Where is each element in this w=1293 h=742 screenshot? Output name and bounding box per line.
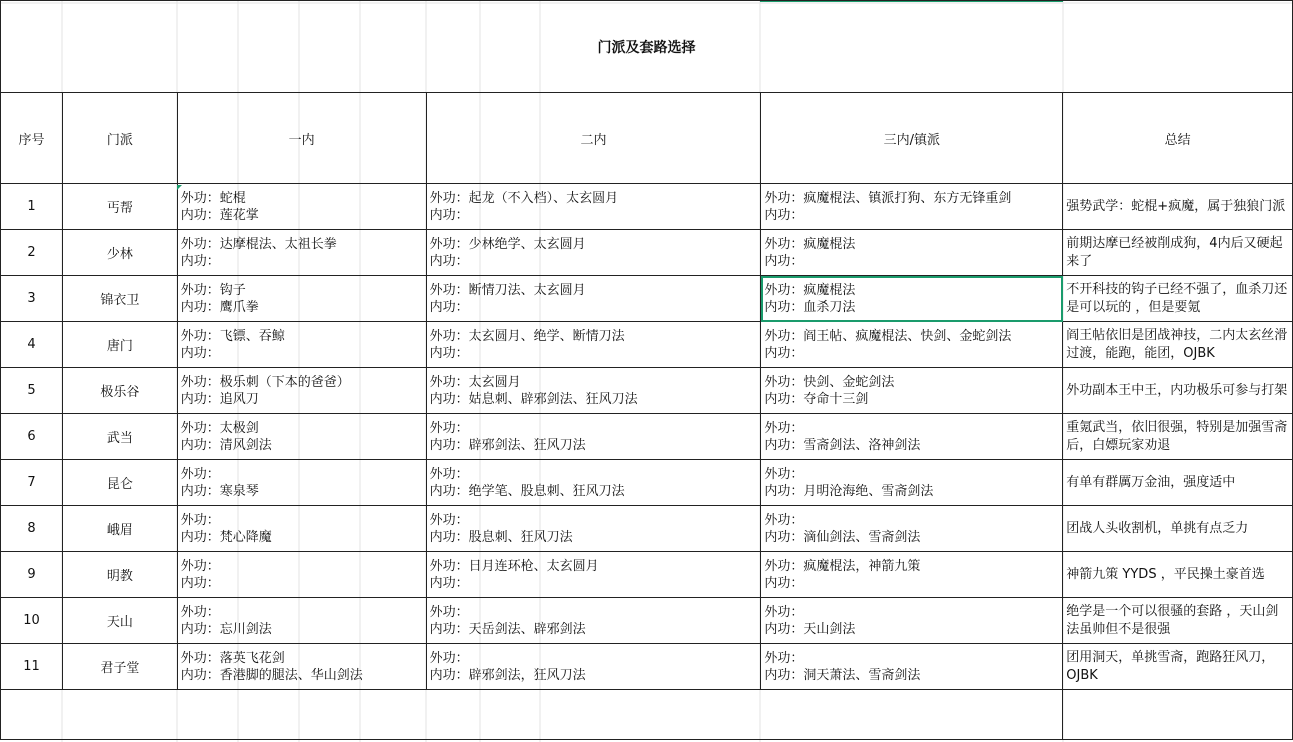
header-summary[interactable]: 总结 [1063, 93, 1293, 184]
row-index-cell[interactable]: 8 [1, 506, 63, 552]
skill-cell-c1[interactable] [177, 276, 426, 322]
skill-cell-c2[interactable] [426, 322, 761, 368]
table-row [1, 414, 1293, 460]
skill-line: 内功：辟邪剑法、狂风刀法 [429, 437, 586, 453]
skill-cell-c2[interactable] [426, 184, 761, 230]
skill-line: 内功：雪斋剑法、洛神剑法 [764, 437, 921, 453]
skill-line: 外功： [764, 604, 804, 620]
skill-cell-c2[interactable] [426, 230, 761, 276]
fill-handle-marker [177, 185, 182, 190]
skill-line: 外功：疯魔棍法 [764, 236, 856, 252]
skill-line: 内功：清风剑法 [180, 437, 272, 453]
skill-line: 外功： [429, 512, 469, 528]
summary-cell[interactable]: 外功副本王中王，内功极乐可参与打架 [1063, 368, 1293, 414]
skill-line: 内功： [429, 345, 469, 361]
table-row [1, 552, 1293, 598]
skill-line: 内功： [180, 575, 220, 591]
skill-cell-c1[interactable] [177, 414, 426, 460]
skill-line: 内功：姑息刺、辟邪剑法、狂风刀法 [429, 391, 638, 407]
skill-line: 外功：达摩棍法、太祖长拳 [180, 236, 337, 252]
summary-cell[interactable]: 前期达摩已经被削成狗，4内后又硬起来了 [1063, 230, 1293, 276]
sect-name-cell[interactable]: 君子堂 [62, 644, 177, 690]
skill-line: 内功：天山剑法 [764, 621, 856, 637]
skill-line: 内功：香港脚的腿法、华山剑法 [180, 667, 363, 683]
skill-line: 外功： [764, 650, 804, 666]
skill-cell-c3[interactable] [761, 368, 1063, 414]
summary-cell[interactable]: 神箭九策 YYDS ，平民操土豪首选 [1063, 552, 1293, 598]
skill-line: 内功：滴仙剑法、雪斋剑法 [764, 529, 921, 545]
skill-line: 内功：梵心降魔 [180, 529, 272, 545]
summary-cell[interactable]: 团战人头收割机，单挑有点乏力 [1063, 506, 1293, 552]
table-row [1, 184, 1293, 230]
skill-cell-c3[interactable] [761, 230, 1063, 276]
skill-line: 外功：极乐刺（下本的爸爸） [180, 374, 350, 390]
row-index-cell[interactable]: 5 [1, 368, 63, 414]
skill-line: 外功：疯魔棍法、镇派打狗、东方无锋重剑 [764, 190, 1012, 206]
table-row [1, 322, 1293, 368]
skill-line: 外功： [180, 558, 220, 574]
skill-cell-c1[interactable] [177, 368, 426, 414]
skill-cell-c2[interactable] [426, 598, 761, 644]
skill-line: 外功：落英飞花剑 [180, 650, 285, 666]
skill-line: 外功： [764, 466, 804, 482]
skill-cell-c2[interactable] [426, 460, 761, 506]
sheet-title[interactable]: 门派及套路选择 [1, 1, 1293, 93]
table-row [1, 230, 1293, 276]
row-index-cell[interactable]: 7 [1, 460, 63, 506]
skill-line: 外功：快剑、金蛇剑法 [764, 374, 895, 390]
header-second-inner[interactable]: 二内 [426, 93, 761, 184]
row-index-cell[interactable]: 6 [1, 414, 63, 460]
skill-line: 内功：天岳剑法、辟邪剑法 [429, 621, 586, 637]
sect-name-cell[interactable]: 极乐谷 [62, 368, 177, 414]
skill-line: 外功：疯魔棍法 [764, 282, 856, 298]
table-row [1, 644, 1293, 690]
empty-cell[interactable] [1, 690, 1063, 740]
row-index-cell[interactable]: 2 [1, 230, 63, 276]
skill-cell-c3[interactable] [761, 460, 1063, 506]
sect-name-cell[interactable]: 峨眉 [62, 506, 177, 552]
sect-name-cell[interactable]: 锦衣卫 [62, 276, 177, 322]
skill-line: 内功：夺命十三剑 [764, 391, 869, 407]
row-index-cell[interactable]: 1 [1, 184, 63, 230]
skill-cell-c1[interactable] [177, 598, 426, 644]
skill-line: 内功： [180, 345, 220, 361]
skill-line: 内功： [764, 575, 804, 591]
skill-cell-c1[interactable] [177, 230, 426, 276]
skill-cell-c1[interactable] [177, 184, 426, 230]
skill-line: 内功： [764, 207, 804, 223]
summary-cell[interactable]: 不开科技的钩子已经不强了，血杀刀还是可以玩的 ，但是要氪 [1063, 276, 1293, 322]
row-index-cell[interactable]: 4 [1, 322, 63, 368]
skill-line: 外功：起龙（不入档）、太玄圆月 [429, 190, 619, 206]
table-row [1, 460, 1293, 506]
skill-line: 外功： [429, 604, 469, 620]
skill-line: 内功：寒泉琴 [180, 483, 259, 499]
table-row [1, 276, 1293, 322]
skill-line: 外功：疯魔棍法，神箭九策 [764, 558, 921, 574]
skill-cell-c2[interactable] [426, 506, 761, 552]
skill-line: 外功：太极剑 [180, 420, 259, 436]
skill-line: 外功：蛇棍 [180, 190, 246, 206]
skill-line: 外功： [764, 420, 804, 436]
skill-line: 外功： [429, 650, 469, 666]
skill-line: 内功： [764, 253, 804, 269]
skill-line: 内功：辟邪剑法，狂风刀法 [429, 667, 586, 683]
row-index-cell[interactable]: 11 [1, 644, 63, 690]
skill-line: 外功：太玄圆月、绝学、断情刀法 [429, 328, 625, 344]
row-index-cell[interactable]: 9 [1, 552, 63, 598]
skill-line: 外功：钩子 [180, 282, 246, 298]
skill-line: 内功：鹰爪拳 [180, 299, 259, 315]
skill-line: 内功：洞天萧法、雪斋剑法 [764, 667, 921, 683]
skill-cell-c1[interactable] [177, 644, 426, 690]
skill-cell-c2[interactable] [426, 368, 761, 414]
skill-line: 内功： [429, 299, 469, 315]
sect-name-cell[interactable]: 少林 [62, 230, 177, 276]
skill-line: 内功：绝学笔、股息刺、狂风刀法 [429, 483, 625, 499]
skill-line: 内功： [429, 253, 469, 269]
skill-line: 内功： [429, 575, 469, 591]
skill-line: 内功： [180, 253, 220, 269]
summary-cell[interactable]: 重氪武当，依旧很强，特别是加强雪斋后，白嫖玩家劝退 [1063, 414, 1293, 460]
skill-cell-c3[interactable] [761, 506, 1063, 552]
skill-line: 外功： [429, 420, 469, 436]
table-row [1, 506, 1293, 552]
sect-name-cell[interactable]: 天山 [62, 598, 177, 644]
skill-cell-c1[interactable] [177, 506, 426, 552]
summary-cell[interactable]: 绝学是一个可以很骚的套路 ，天山剑法虽帅但不是很强 [1063, 598, 1293, 644]
empty-cell[interactable] [1063, 690, 1293, 740]
skill-line: 内功：莲花掌 [180, 207, 259, 223]
skill-cell-c2[interactable] [426, 552, 761, 598]
skill-cell-c2[interactable] [426, 644, 761, 690]
header-index[interactable]: 序号 [1, 93, 63, 184]
skill-cell-c3[interactable] [761, 644, 1063, 690]
table-row [1, 368, 1293, 414]
skill-cell-c3[interactable] [761, 414, 1063, 460]
table-row [1, 598, 1293, 644]
skill-line: 外功：日月连环枪、太玄圆月 [429, 558, 599, 574]
skill-line: 外功：少林绝学、太玄圆月 [429, 236, 586, 252]
skill-line: 内功： [429, 207, 469, 223]
skill-line: 外功： [180, 604, 220, 620]
row-index-cell[interactable]: 3 [1, 276, 63, 322]
skill-line: 外功： [180, 466, 220, 482]
skill-cell-c1[interactable] [177, 552, 426, 598]
header-sect[interactable]: 门派 [62, 93, 177, 184]
skill-cell-c3[interactable] [761, 552, 1063, 598]
summary-cell[interactable]: 强势武学：蛇棍+疯魔，属于独狼门派 [1063, 184, 1293, 230]
summary-cell[interactable]: 团用洞天，单挑雪斋，跑路狂风刀，OJBK [1063, 644, 1293, 690]
header-third-inner[interactable]: 三内/镇派 [761, 93, 1063, 184]
skill-cell-c1[interactable] [177, 460, 426, 506]
skill-line: 内功：血杀刀法 [764, 299, 856, 315]
skill-cell-c2[interactable] [426, 276, 761, 322]
skill-cell-c1[interactable] [177, 322, 426, 368]
sect-name-cell[interactable]: 明教 [62, 552, 177, 598]
skill-line: 内功：股息刺、狂风刀法 [429, 529, 573, 545]
sect-name-cell[interactable]: 武当 [62, 414, 177, 460]
header-first-inner[interactable]: 一内 [177, 93, 426, 184]
skill-cell-c3[interactable] [761, 598, 1063, 644]
skill-line: 内功：追风刀 [180, 391, 259, 407]
summary-cell[interactable]: 阎王帖依旧是团战神技，二内太玄丝滑过渡，能跑，能团，OJBK [1063, 322, 1293, 368]
sect-name-cell[interactable]: 丐帮 [62, 184, 177, 230]
skill-line: 内功： [764, 345, 804, 361]
skill-cell-c3[interactable] [761, 322, 1063, 368]
skill-line: 内功：月明沧海绝、雪斋剑法 [764, 483, 934, 499]
summary-cell[interactable]: 有单有群厲万金油，强度适中 [1063, 460, 1293, 506]
sect-name-cell[interactable]: 唐门 [62, 322, 177, 368]
skill-cell-c2[interactable] [426, 414, 761, 460]
skill-cell-c3[interactable] [761, 184, 1063, 230]
skill-line: 外功： [180, 512, 220, 528]
skill-line: 外功： [764, 512, 804, 528]
skill-line: 外功： [429, 466, 469, 482]
row-index-cell[interactable]: 10 [1, 598, 63, 644]
skill-line: 内功：忘川剑法 [180, 621, 272, 637]
skill-line: 外功：太玄圆月 [429, 374, 521, 390]
sect-name-cell[interactable]: 昆仑 [62, 460, 177, 506]
skill-line: 外功：断情刀法、太玄圆月 [429, 282, 586, 298]
skill-line: 外功：飞镖、吞鲸 [180, 328, 285, 344]
skill-line: 外功：阎王帖、疯魔棍法、快剑、金蛇剑法 [764, 328, 1012, 344]
skill-cell-c3[interactable] [761, 276, 1063, 322]
